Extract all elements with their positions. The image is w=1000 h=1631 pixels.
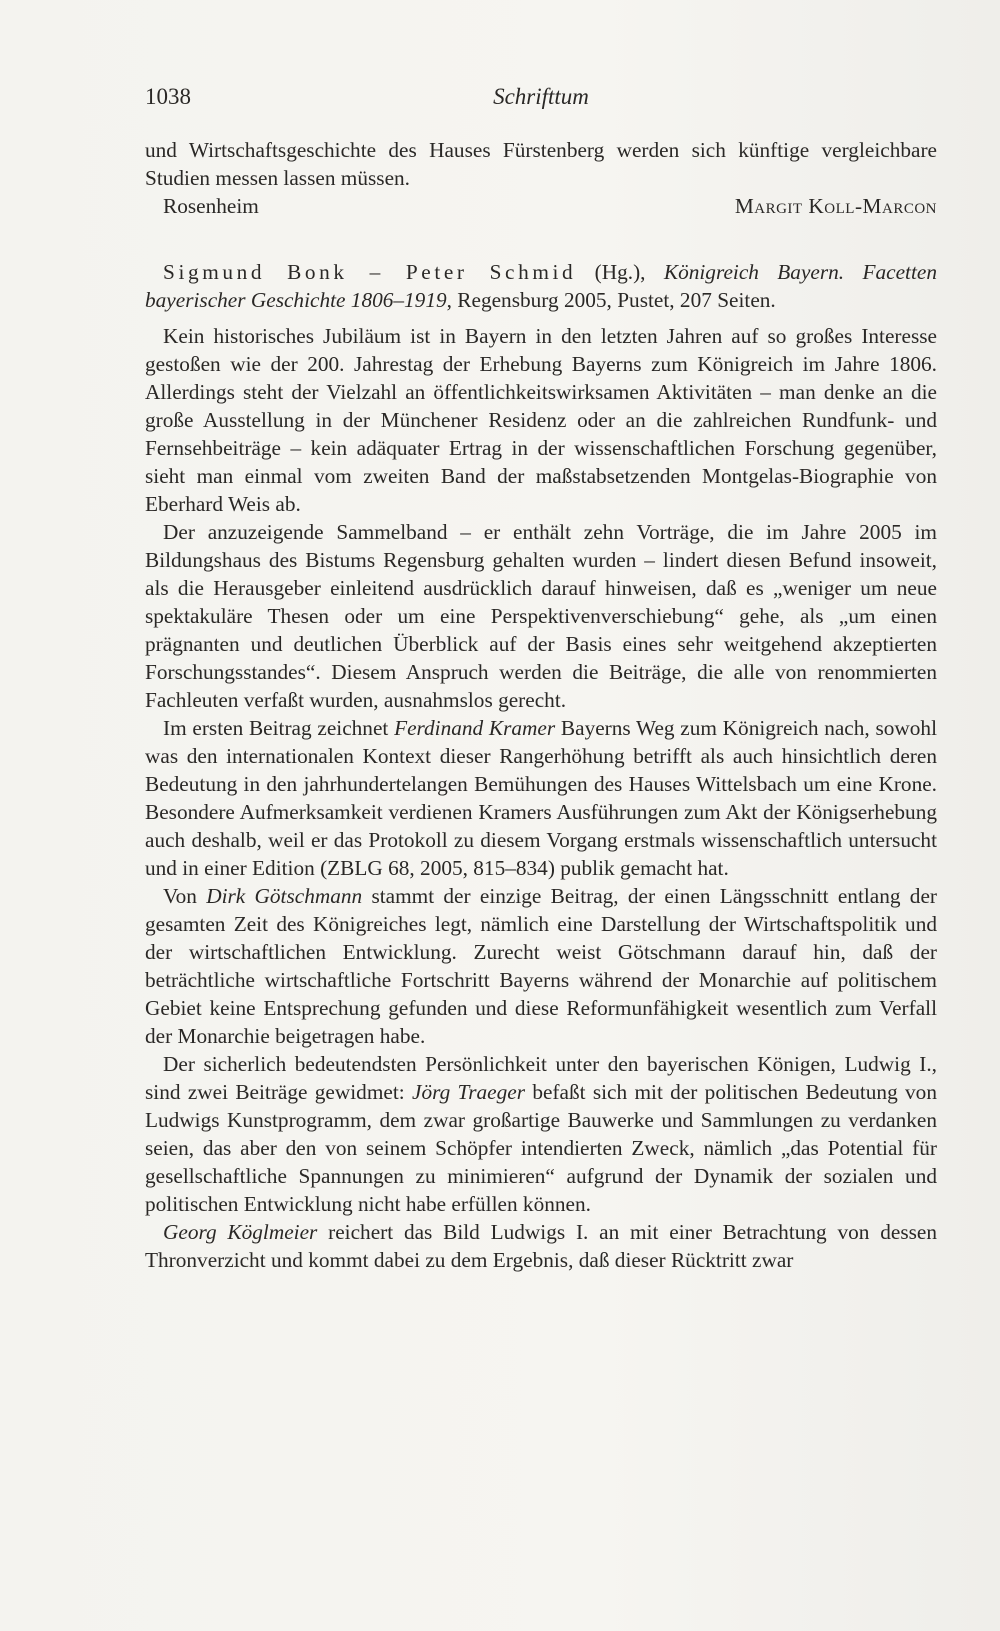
running-head	[145, 84, 937, 116]
running-title: Schrifttum	[493, 84, 589, 109]
p6-text-after: reichert das Bild Ludwigs I. an mit einer Betrachtung von dessen Thronverzicht und kommt dabei zu dem Ergebnis, daß dieser Rücktritt zwar	[145, 1220, 937, 1272]
p5-text-before: Der sicherlich bedeutendsten Persönlichkeit unter den bayerischen Königen, Ludwig I., sind zwei Beiträge gewidmet:	[145, 1052, 937, 1104]
section-gap	[145, 220, 937, 258]
review-paragraph-4	[145, 882, 937, 1050]
review-authors: Sigmund Bonk – Peter Schmid	[163, 260, 577, 284]
review-paragraph-3	[145, 714, 937, 882]
review-paragraph-2: Der anzuzeigende Sammelband – er enthält zehn Vorträge, die im Jahre 2005 im Bildungshaus des Bistums Regensburg gehalten wurden – lindert diesen Befund insoweit, als die Herausgeber einleitend ausdrücklich darauf hinweisen, daß es „weniger um neue spektakuläre Thesen oder um eine Perspektivenverschiebung“ gehe, als „um einen prägnanten und deutlichen Überblick auf der Basis eines sehr weitgehend akzeptierten Forschungsstandes“. Diesem Anspruch werden die Beiträge, die alle von renommierten Fachleuten verfaßt wurden, ausnahmslos gerecht.	[145, 520, 937, 712]
review-paragraph-1: Kein historisches Jubiläum ist in Bayern in den letzten Jahren auf so großes Interesse gestoßen wie der 200. Jahrestag der Erhebung Bayerns zum Königreich im Jahre 1806. Allerdings steht der Vielzahl an öffentlichkeitswirksamen Aktivitäten – man denke an die große Ausstellung in der Münchener Residenz oder an die zahlreichen Rundfunk- und Fernsehbeiträge – kein adäquater Ertrag in der wissenschaftlichen Forschung gegenüber, sieht man einmal vom zweiten Band der maßstabsetzenden Montgelas-Biographie von Eberhard Weis ab.	[145, 324, 937, 516]
p4-text-before: Von	[163, 884, 207, 908]
p5-author-name: Jörg Traeger	[412, 1080, 526, 1104]
reviewer-place: Rosenheim	[163, 194, 259, 218]
p4-author-name: Dirk Götschmann	[206, 884, 363, 908]
page-body	[145, 136, 937, 1274]
p3-text-after: Bayerns Weg zum Königreich nach, sowohl was den internationalen Kontext dieser Rangerhöhung betrifft als auch hinsichtlich deren Bedeutung in den jahrhundertelangen Bemühungen des Hauses Wittelsbach um eine Krone. Besondere Aufmerksamkeit verdienen Kramers Ausführungen zum Akt der Königserhebung auch deshalb, weil er das Protokoll zu diesem Vorgang erstmals wissenschaftlich untersucht und in einer Edition (ZBLG 68, 2005, 815–834) publik gemacht hat.	[145, 716, 937, 880]
p5-text-after: befaßt sich mit der politischen Bedeutung von Ludwigs Kunstprogramm, dem zwar großartige Bauwerke und Sammlungen zu verdanken seien, das aber den von seinem Schöpfer intendierten Zweck, nämlich „das Potential für gesellschaftliche Spannungen zu minimieren“ aufgrund der Dynamik der sozialen und politischen Entwicklung nicht habe erfüllen können.	[145, 1080, 937, 1216]
reviewer-signoff	[145, 192, 937, 220]
review-publication: , Regensburg 2005, Pustet, 207 Seiten.	[446, 288, 776, 312]
p6-author-name: Georg Köglmeier	[163, 1220, 318, 1244]
page-number: 1038	[145, 84, 191, 109]
review-paragraph-5	[145, 1050, 937, 1218]
review-heading	[145, 258, 937, 314]
p3-author-name: Ferdinand Kramer	[394, 716, 556, 740]
p4-text-after: stammt der einzige Beitrag, der einen Längsschnitt entlang der gesamten Zeit des Königreiches legt, nämlich eine Darstellung der Wirtschaftspolitik und der wirtschaftlichen Entwicklung. Zurecht weist Götschmann darauf hin, daß der beträchtliche wirtschaftliche Fortschritt Bayerns während der Monarchie auf politischem Gebiet keine Entsprechung gefunden und diese Reformunfähigkeit wesentlich zum Verfall der Monarchie beigetragen habe.	[145, 884, 937, 1048]
review-paragraph-6	[145, 1218, 937, 1274]
reviewer-name: Margit Koll-Marcon	[734, 194, 937, 218]
previous-review-closing: und Wirtschaftsgeschichte des Hauses Fürstenberg werden sich künftige vergleichbare Studien messen lassen müssen.	[145, 138, 937, 190]
p3-text-before: Im ersten Beitrag zeichnet	[163, 716, 395, 740]
review-editor-note: (Hg.),	[576, 260, 664, 284]
review-book-title: Königreich Bayern. Facetten bayerischer Geschichte 1806–1919	[145, 260, 937, 312]
